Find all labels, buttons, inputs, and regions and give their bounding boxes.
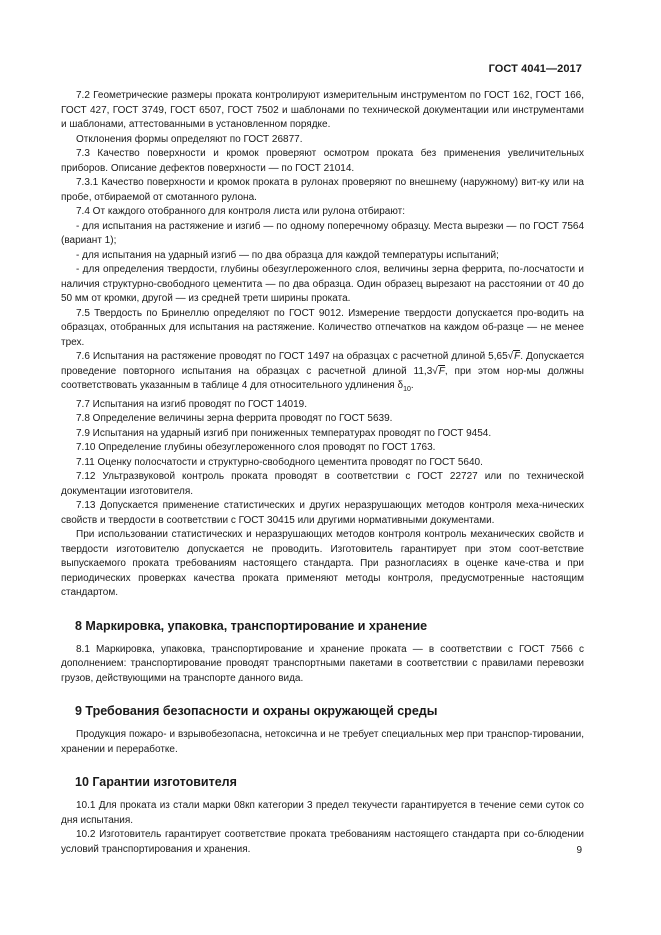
p76-text-a: 7.6 Испытания на растяжение проводят по ГОСТ 1497 на образцах с расчетной длиной 5,65: [76, 351, 508, 362]
paragraph-7-13: 7.13 Допускается применение статистических и других неразрушающих методов контроля меха-нических свойств и твердости в соответствии с ГОСТ 30415 или другими нормативными документами.: [61, 500, 584, 526]
paragraph-7-3-1: 7.3.1 Качество поверхности и кромок проката в рулонах проверяют по внешнему (наружному) вит-ку или на пробе, отбираемой от смотанного рулона.: [61, 177, 584, 203]
paragraph-10-2: 10.2 Изготовитель гарантирует соответствие проката требованиям настоящего стандарта при со-блюдении условий транспортирования и хранения.: [61, 829, 584, 855]
sqrt-radicand: F: [438, 365, 445, 377]
sqrt-symbol: √: [432, 365, 438, 377]
paragraph-7-4: 7.4 От каждого отобранного для контроля листа или рулона отбирают:: [76, 206, 405, 217]
p76-text-b: . Допускается проведение повторного испытания на образцах с расчетной длиной 11,3: [61, 351, 584, 377]
list-item-hardness: - для определения твердости, глубины обезуглероженного слоя, величины зерна феррита, по-лосчатости и наличия структурно-свободного цементита — по два образца. Один образец вырезают на расстоянии от 40 до 50 мм от кромки, другой — из средней трети ширины проката.: [61, 264, 584, 304]
p76-text-c: , при этом нор-мы должны соответствовать указанным в таблице 4 для относительного удлинения δ: [61, 365, 584, 391]
sqrt-radicand: F: [514, 351, 521, 362]
paragraph-7-12: 7.12 Ультразвуковой контроль проката проводят в соответствии с ГОСТ 22727 или по технической документации изготовителя.: [61, 471, 584, 497]
paragraph-7-8: 7.8 Определение величины зерна феррита проводят по ГОСТ 5639.: [76, 413, 393, 424]
paragraph-8-1: 8.1 Маркировка, упаковка, транспортирование и хранение проката — в соответствии с ГОСТ 7566 с дополнением: транспортирование проводят транспортными пакетами в соответствии с правилами перевозки грузов, действующими на транспорте данного вида.: [61, 643, 584, 684]
section-heading-8: 8 Маркировка, упаковка, транспортирование и хранение: [75, 618, 428, 633]
list-item-impact: - для испытания на ударный изгиб — по два образца для каждой температуры испытаний;: [76, 249, 499, 261]
paragraph-10-1: 10.1 Для проката из стали марки 08кп категории 3 предел текучести гарантируется в течение семи суток со дня испытания.: [61, 800, 584, 826]
document-body: [61, 89, 584, 857]
paragraph-7-2: 7.2 Геометрические размеры проката контролируют измерительным инструментом по ГОСТ 162, ГОСТ 166, ГОСТ 427, ГОСТ 3749, ГОСТ 6507, ГОСТ 7502 и шаблонами по технической документации или инструментами и шаблонами, аттестованными в установленном порядке.: [61, 90, 584, 130]
sqrt-symbol: √: [507, 351, 514, 362]
subscript: 10: [403, 386, 411, 393]
paragraph-nondestructive: При использовании статистических и неразрушающих методов контроля контроль механических свойств и твердости изготовителю допускается не проводить. Изготовитель гарантирует при этом соот-ветствие выпускаемого проката требованиям настоящего стандарта. При разногласиях в оценке каче-ства и при периодических проверках качества проката применяют методы контроля, предусмотренные настоящим стандартом.: [61, 529, 584, 598]
paragraph-7-9: 7.9 Испытания на ударный изгиб при пониженных температурах проводят по ГОСТ 9454.: [76, 427, 492, 439]
paragraph-9: Продукция пожаро- и взрывобезопасна, нетоксична и не требует специальных мер при транспор-тировании, хранении и переработке.: [61, 729, 584, 755]
p76-text-d: .: [410, 380, 414, 391]
paragraph-7-6: [61, 350, 584, 398]
paragraph-7-7: 7.7 Испытания на изгиб проводят по ГОСТ 14019.: [76, 398, 308, 410]
paragraph-7-10: 7.10 Определение глубины обезуглероженного слоя проводят по ГОСТ 1763.: [76, 442, 436, 453]
section-heading-9: 9 Требования безопасности и охраны окружающей среды: [75, 704, 438, 718]
page-number: 9: [576, 845, 582, 856]
paragraph-7-11: 7.11 Оценку полосчатости и структурно-свободного цементита проводят по ГОСТ 5640.: [76, 456, 483, 468]
paragraph-7-5: 7.5 Твердость по Бринеллю определяют по ГОСТ 9012. Измерение твердости допускается про-водить на образцах, отобранных для испытания на растяжение. Количество отпечатков на каждом об-разце — не менее трех.: [61, 307, 584, 348]
list-item-tension: - для испытания на растяжение и изгиб — по одному поперечному образцу. Места вырезки — по ГОСТ 7564 (вариант 1);: [61, 220, 584, 246]
document-code: ГОСТ 4041—2017: [488, 63, 582, 75]
section-heading-10: 10 Гарантии изготовителя: [75, 775, 237, 789]
paragraph-form-deviation: Отклонения формы определяют по ГОСТ 26877.: [76, 133, 303, 145]
paragraph-7-3: 7.3 Качество поверхности и кромок проверяют осмотром проката без применения увеличительных приборов. Описание дефектов поверхности — по ГОСТ 21014.: [61, 148, 584, 174]
